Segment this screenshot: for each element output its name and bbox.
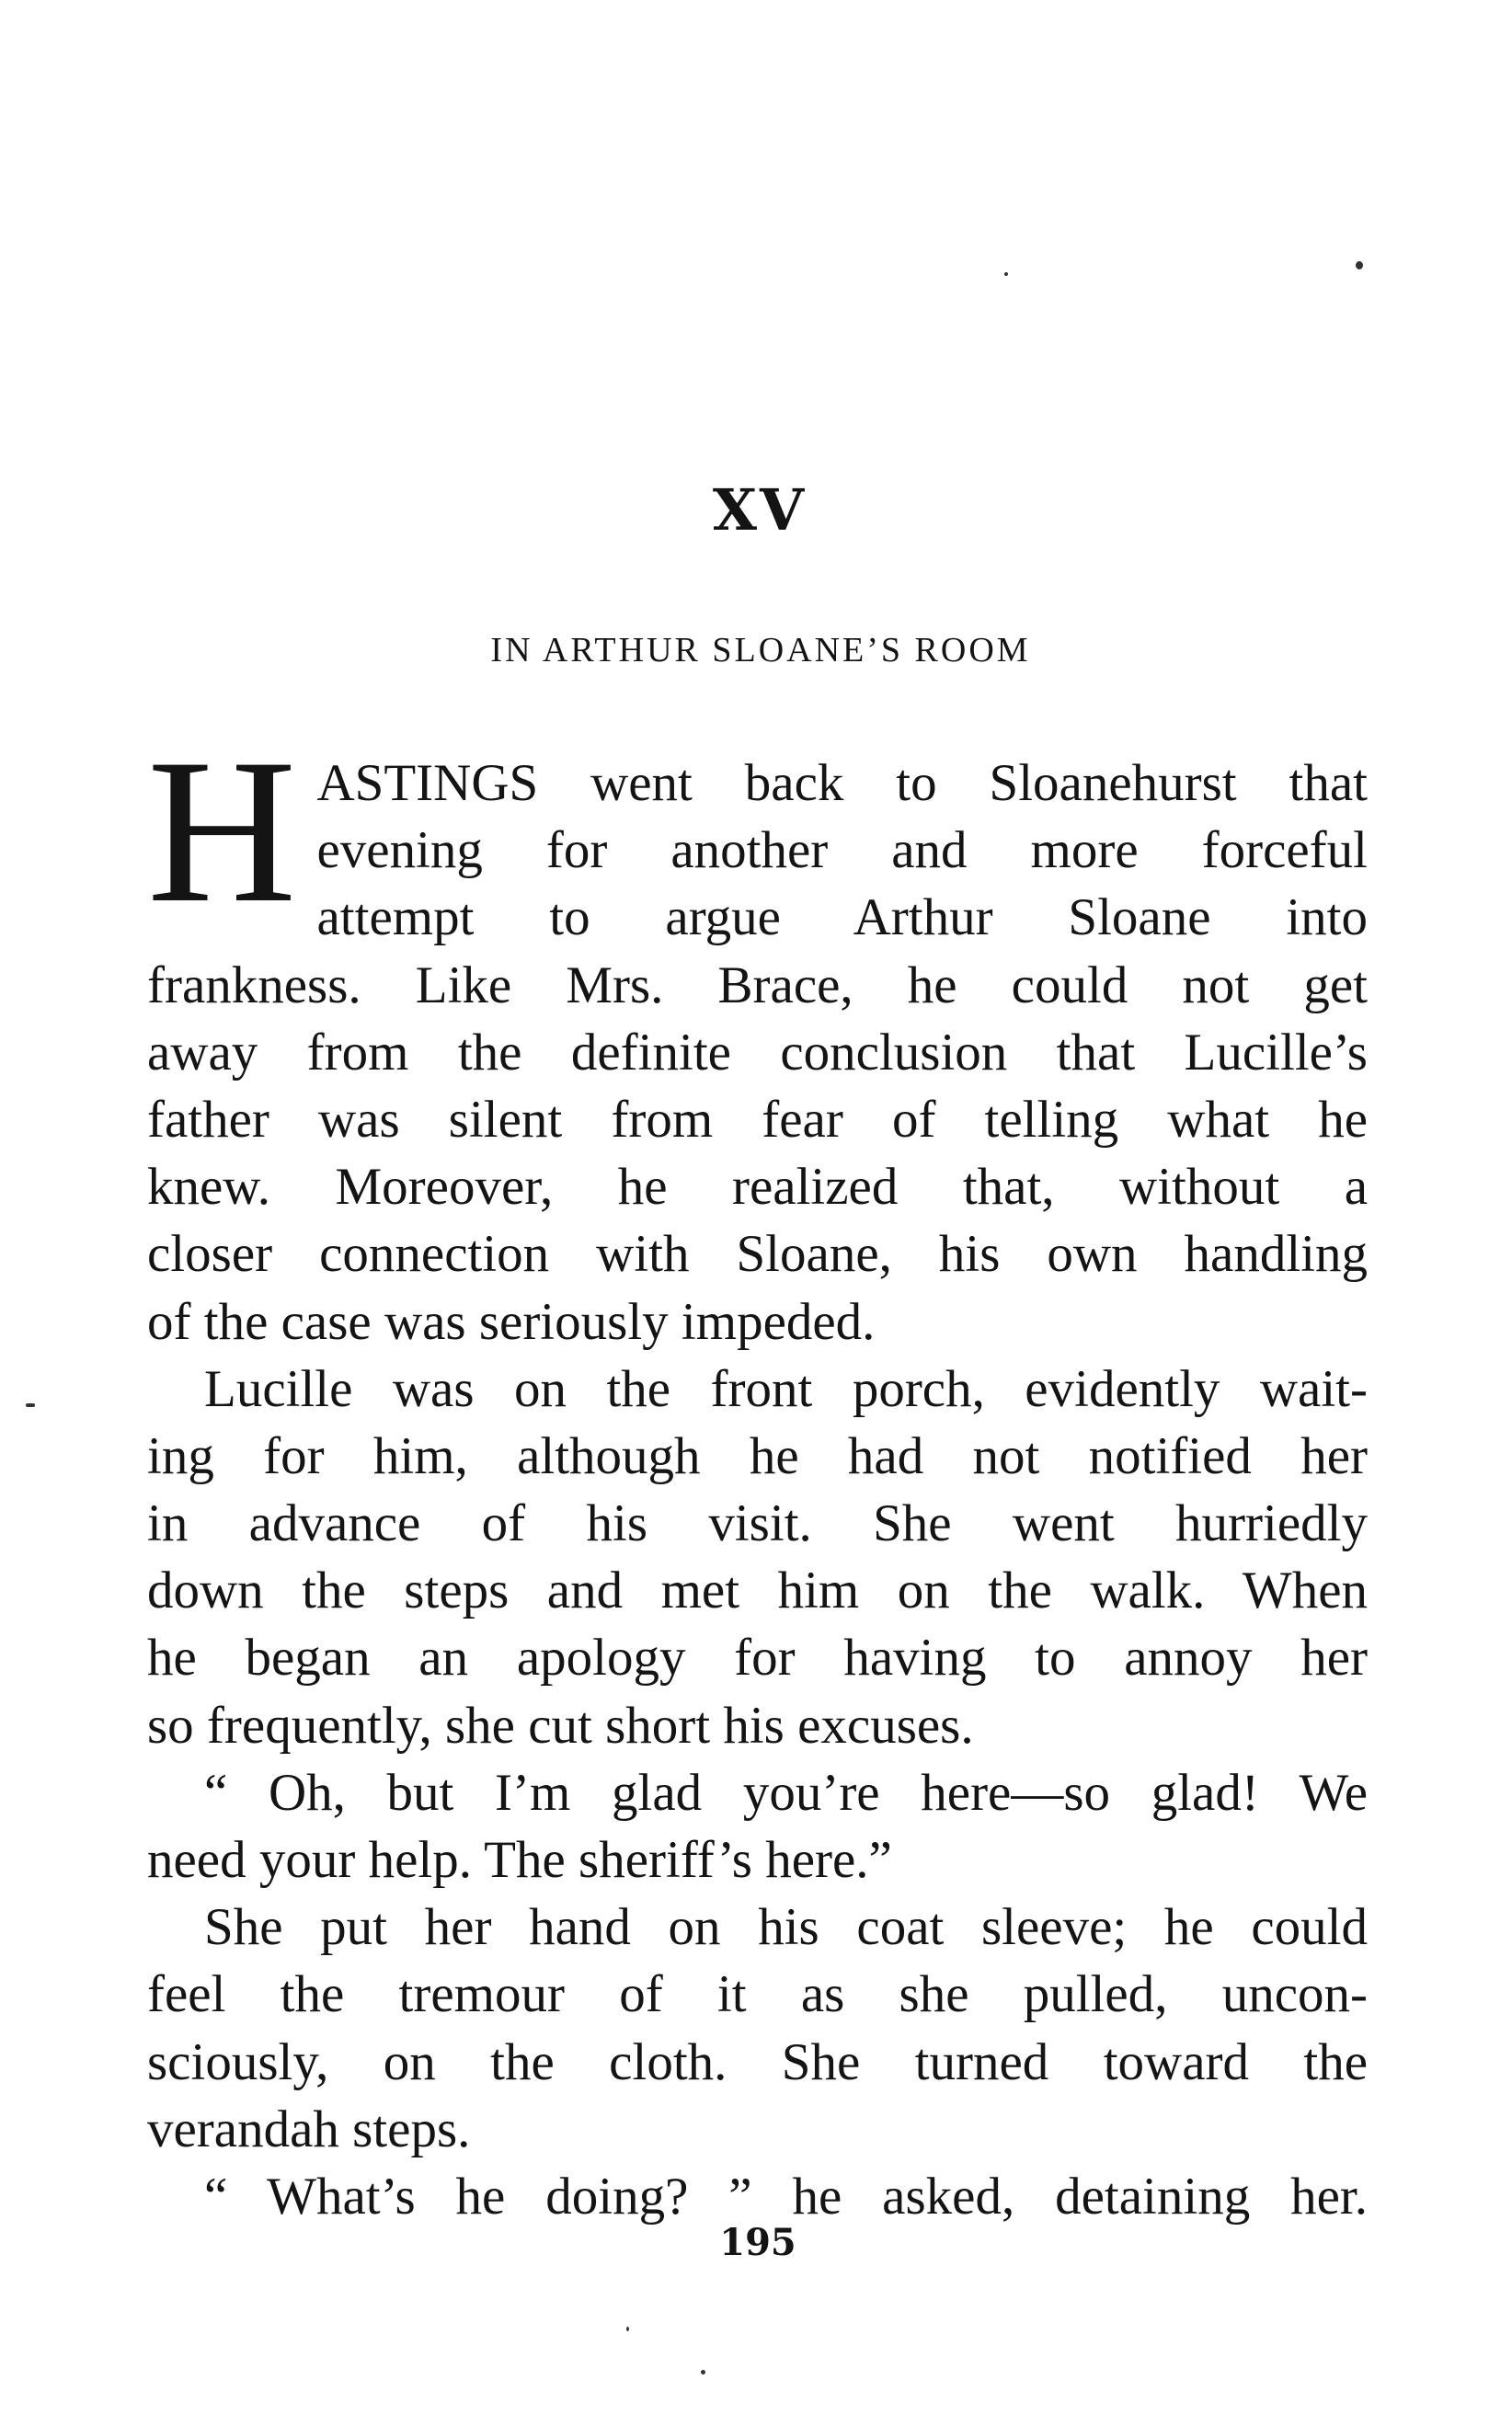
text-line: so frequently, she cut short his excuses. (147, 1696, 974, 1755)
text-line: knew. Moreover, he realized that, without a (147, 1158, 1368, 1217)
print-speck (26, 1403, 35, 1407)
text-line: She put her hand on his coat sleeve; he could (204, 1898, 1368, 1957)
text-line: Lucille was on the front porch, evidently wait- (204, 1359, 1368, 1418)
text-line: of the case was seriously impeded. (147, 1292, 876, 1351)
text-line: ing for him, although he had not notified her (147, 1426, 1368, 1485)
print-speck (1356, 261, 1363, 269)
text-line: verandah steps. (147, 2100, 471, 2158)
text-line: in advance of his visit. She went hurriedly (147, 1494, 1368, 1553)
text-line: “ What’s he doing? ” he asked, detaining her. (204, 2167, 1368, 2226)
print-speck (701, 2370, 705, 2375)
text-line: he began an apology for having to annoy her (147, 1629, 1368, 1688)
text-line: feel the tremour of it as she pulled, uncon- (147, 1965, 1368, 2024)
text-line: need your help. The sheriff’s here.” (147, 1831, 892, 1889)
text-line: away from the definite conclusion that Lucille’s (147, 1023, 1368, 1081)
text-line: ASTINGS went back to Sloanehurst that (316, 754, 1368, 812)
page-number: 195 (719, 2221, 796, 2264)
text-line: down the steps and met him on the walk. When (147, 1562, 1368, 1620)
text-line: father was silent from fear of telling what he (147, 1090, 1368, 1149)
body-text (147, 715, 1368, 2230)
text-line: frankness. Like Mrs. Brace, he could not get (147, 956, 1368, 1014)
chapter-number: XV (712, 476, 808, 544)
chapter-title: IN ARTHUR SLOANE’S ROOM (490, 631, 1031, 669)
text-line: closer connection with Sloane, his own handling (147, 1225, 1368, 1284)
text-line: sciously, on the cloth. She turned toward the (147, 2032, 1368, 2091)
print-speck (626, 2327, 629, 2331)
drop-cap: H (147, 715, 297, 945)
text-line: evening for another and more forceful (316, 821, 1368, 880)
print-speck (1004, 272, 1008, 276)
text-line: “ Oh, but I’m glad you’re here—so glad! We (204, 1763, 1368, 1822)
text-line: attempt to argue Arthur Sloane into (316, 888, 1368, 947)
